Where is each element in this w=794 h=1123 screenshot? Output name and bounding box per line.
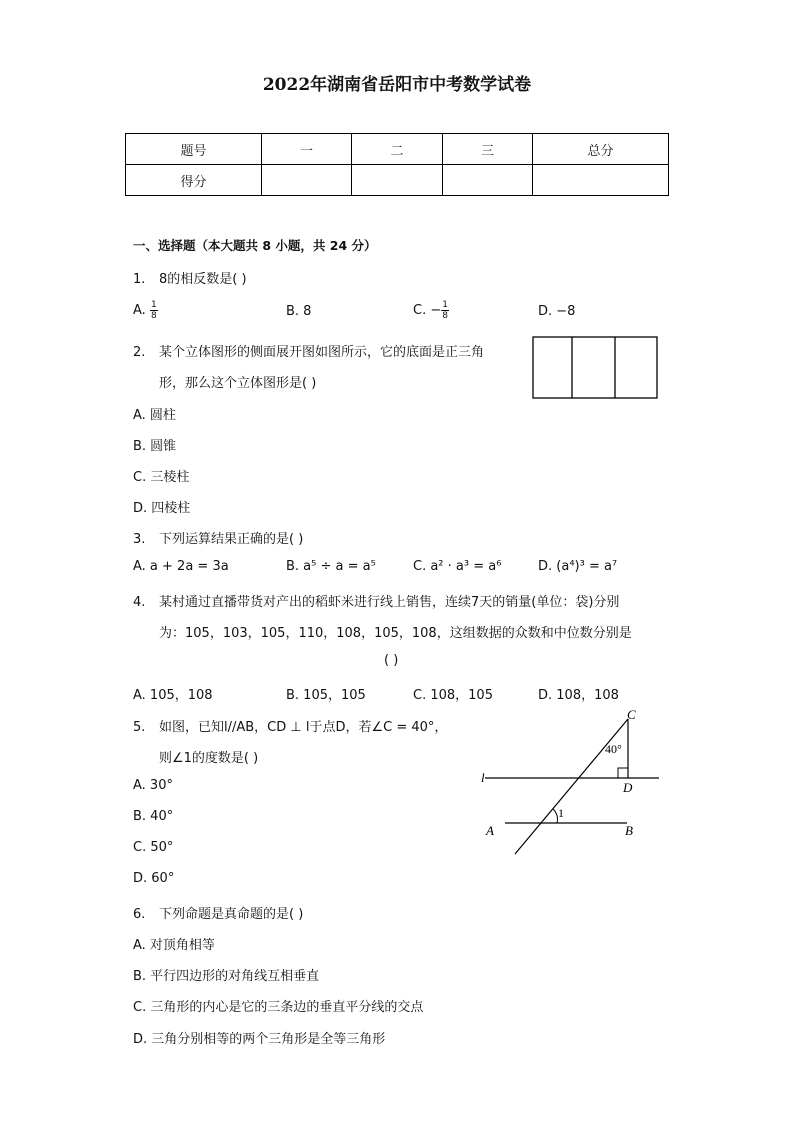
score-header-cell: 二 (352, 134, 443, 165)
question-text: 某村通过直播带货对产出的稻虾米进行线上销售，连续7天的销量(单位：袋)分别 (159, 595, 620, 610)
question-number: 2. (133, 345, 146, 360)
net-outline (533, 337, 657, 398)
numerator: 1 (150, 300, 157, 310)
transversal-line (515, 719, 628, 854)
question-number: 1. (133, 272, 146, 287)
numerator: 1 (442, 300, 448, 310)
fraction (150, 300, 158, 321)
question-text: 8的相反数是( ) (159, 272, 247, 287)
question-number: 6. (133, 907, 146, 922)
q4-option-a: A. 105，108 (133, 688, 213, 703)
denominator: 8 (150, 311, 157, 321)
denominator: 8 (442, 311, 448, 321)
q1-option-b: B. 8 (286, 304, 312, 319)
label-a: A (486, 823, 494, 838)
score-table-header-row (126, 134, 669, 165)
option-label: A. (133, 303, 146, 318)
q4-option-c: C. 108，105 (413, 688, 493, 703)
right-angle-mark (618, 768, 628, 778)
label-c: C (627, 707, 636, 722)
q5-option-a: A. 30° (133, 778, 173, 793)
q6-option-b: B. 平行四边形的对角线互相垂直 (133, 969, 320, 984)
q2-option-a: A. 圆柱 (133, 408, 176, 423)
question-5 (133, 716, 447, 735)
score-cell (533, 165, 669, 196)
label-angle-1: 1 (558, 806, 564, 820)
q5-option-d: D. 60° (133, 871, 175, 886)
q3-option-c: C. a² · a³ = a⁶ (413, 559, 502, 574)
question-number: 5. (133, 720, 146, 735)
question-text: 某个立体图形的侧面展开图如图所示，它的底面是正三角 (159, 345, 485, 360)
q6-option-c: C. 三角形的内心是它的三条边的垂直平分线的交点 (133, 1000, 424, 1015)
geometry-figure (475, 705, 665, 857)
q2-option-c: C. 三棱柱 (133, 470, 190, 485)
fraction (441, 300, 449, 321)
q6-option-d: D. 三角分别相等的两个三角形是全等三角形 (133, 1032, 386, 1047)
prism-net-figure (532, 336, 658, 399)
label-b: B (625, 823, 633, 838)
q4-option-b: B. 105，105 (286, 688, 366, 703)
question-4 (133, 591, 619, 610)
angle-1-arc (553, 809, 558, 823)
question-number: 3. (133, 532, 146, 547)
question-1 (133, 268, 247, 287)
score-header-cell: 总分 (533, 134, 669, 165)
score-header-cell: 三 (443, 134, 533, 165)
question-text: 下列命题是真命题的是( ) (159, 907, 304, 922)
question-2 (133, 341, 484, 360)
label-d: D (623, 780, 633, 795)
label-angle-c: 40° (605, 742, 622, 756)
q1-option-a (133, 300, 158, 321)
question-text-cont: 为：105，103，105，110，108，105，108，这组数据的众数和中位数分别是 (159, 626, 632, 641)
q5-option-b: B. 40° (133, 809, 174, 824)
score-cell (443, 165, 533, 196)
q5-option-c: C. 50° (133, 840, 174, 855)
q6-option-a: A. 对顶角相等 (133, 938, 215, 953)
question-text-cont: 则∠1的度数是( ) (159, 751, 259, 766)
question-text-cont: 形，那么这个立体图形是( ) (159, 376, 317, 391)
q3-option-b: B. a⁵ ÷ a = a⁵ (286, 559, 376, 574)
q4-option-d: D. 108，108 (538, 688, 619, 703)
option-label: C. − (413, 303, 442, 318)
q1-option-d: D. −8 (538, 304, 576, 319)
question-3 (133, 528, 303, 547)
question-text-cont: ( ) (384, 653, 399, 668)
question-number: 4. (133, 595, 146, 610)
score-table (125, 133, 669, 196)
q2-option-d: D. 四棱柱 (133, 501, 191, 516)
score-row-label: 得分 (126, 165, 262, 196)
score-header-cell: 一 (262, 134, 352, 165)
question-text: 下列运算结果正确的是( ) (159, 532, 304, 547)
q3-option-d: D. (a⁴)³ = a⁷ (538, 559, 618, 574)
q2-option-b: B. 圆锥 (133, 439, 177, 454)
question-6 (133, 903, 303, 922)
question-text: 如图，已知l//AB，CD ⊥ l于点D，若∠C = 40°， (159, 720, 448, 735)
score-cell (352, 165, 443, 196)
section-heading: 一、选择题（本大题共 8 小题，共 24 分） (133, 238, 377, 253)
q1-option-c (413, 300, 449, 321)
label-l: l (481, 770, 485, 785)
score-cell (262, 165, 352, 196)
score-header-cell: 题号 (126, 134, 262, 165)
page-title: 2022年湖南省岳阳市中考数学试卷 (262, 75, 532, 95)
score-table-score-row (126, 165, 669, 196)
q3-option-a: A. a + 2a = 3a (133, 559, 229, 574)
